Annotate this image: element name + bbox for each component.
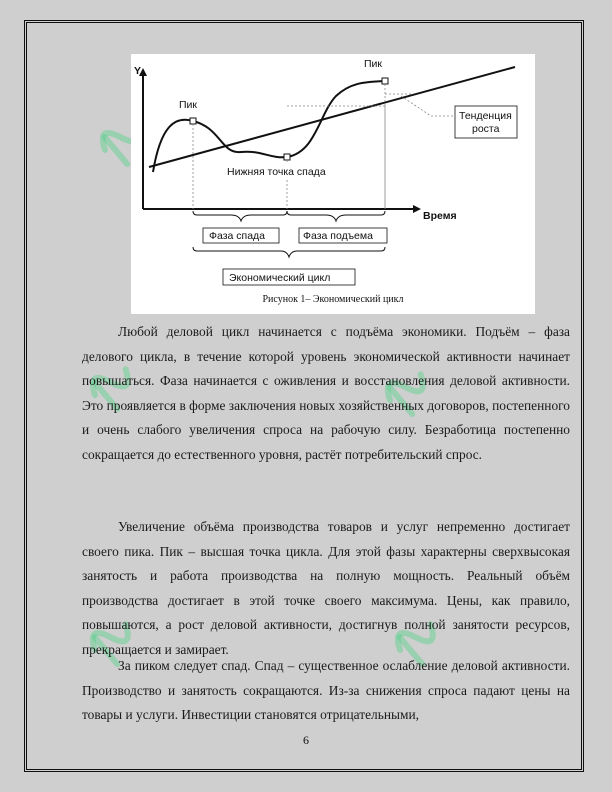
trend-label-line2: роста <box>472 123 500 135</box>
cycle-diagram <box>131 54 535 294</box>
phase-rise-brace <box>287 211 385 221</box>
peak-left-label: Пик <box>179 99 198 111</box>
cycle-brace <box>193 247 385 257</box>
y-axis-label: Y <box>134 65 142 77</box>
trend-label-line1: Тенденция <box>459 110 512 122</box>
page-number: 6 <box>303 733 309 747</box>
peak-right-marker <box>382 78 388 84</box>
phase-rise-label: Фаза подъема <box>303 230 373 242</box>
trough-label: Нижняя точка спада <box>227 166 326 178</box>
business-cycle-curve <box>153 81 385 172</box>
figure-caption: Рисунок 1– Экономический цикл <box>262 294 404 305</box>
phase-decline-label: Фаза спада <box>209 230 266 242</box>
peak-left-marker <box>190 118 196 124</box>
x-axis-arrow <box>413 205 421 213</box>
paragraph-1-text: Любой деловой цикл начинается с подъёма экономики. Подъём – фаза делового цикла, в течение которой уровень экономической активности начинает повышаться. Фаза начинается с оживления и восстановления деловой активности. Это проявляется в форме заключения новых хозяйственных договоров, постепенного и очень слабого увеличения спроса на рабочую силу. Безработица постепенно сокращается до естественного уровня, растёт потребительский спрос. <box>82 324 570 462</box>
paragraph-3 <box>82 654 570 728</box>
paragraph-1 <box>82 320 570 467</box>
phase-decline-brace <box>193 211 287 221</box>
paragraph-2-text: Увеличение объёма производства товаров и услуг непременно достигает своего пика. Пик – высшая точка цикла. Для этой фазы характерны сверхвысокая занятость и работа производства на полную мощность. Реальный объём производства достигает в этой точке своего максимума. Цены, как правило, повышаются, а рост деловой активности, достигнув полной занятости ресурсов, прекращается и замирает. <box>82 519 570 657</box>
x-axis-label: Время <box>423 210 457 222</box>
economic-cycle-figure <box>131 54 535 314</box>
trough-marker <box>284 154 290 160</box>
paragraph-2 <box>82 515 570 662</box>
paragraph-3-text: За пиком следует спад. Спад – существенное ослабление деловой активности. Производство и занятость сокращаются. Из-за снижения спроса падают цены на товары и услуги. Инвестиции становятся отрицательными, <box>82 658 570 722</box>
cycle-label: Экономический цикл <box>229 272 331 284</box>
peak-right-label: Пик <box>364 58 383 70</box>
